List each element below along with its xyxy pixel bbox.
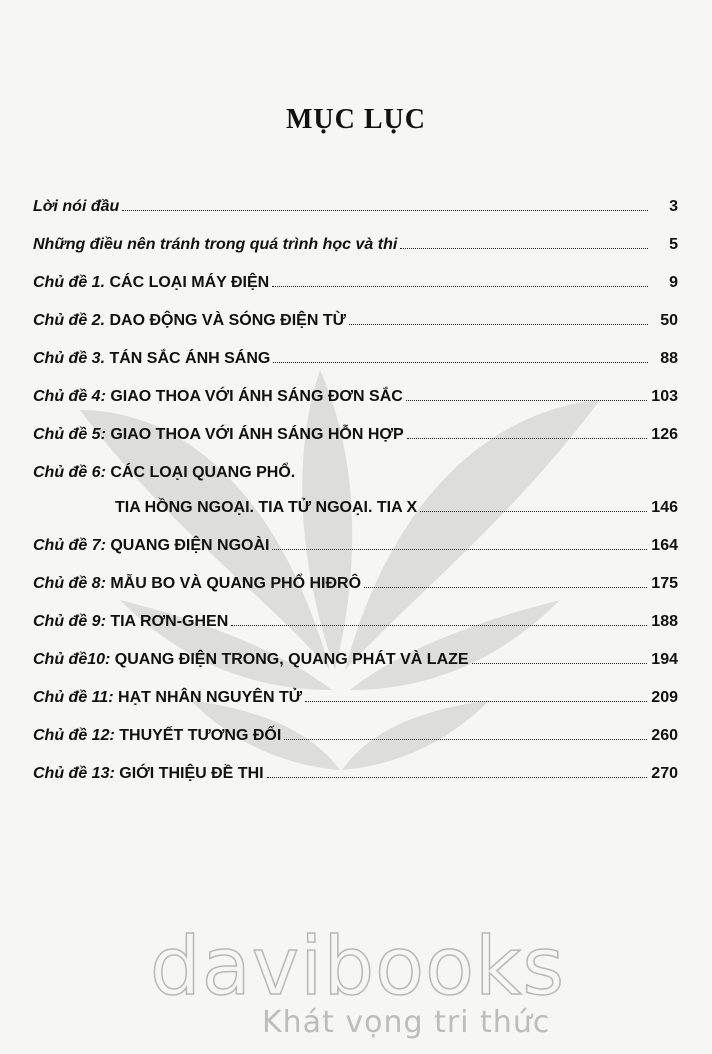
toc-entry-label: Chủ đề 4: GIAO THOA VỚI ÁNH SÁNG ĐƠN SẮC xyxy=(33,388,403,405)
toc-entry-label: Chủ đề 12: THUYẾT TƯƠNG ĐỐI xyxy=(33,727,282,744)
dot-leader xyxy=(305,700,647,702)
toc-page-number: 3 xyxy=(669,198,678,215)
brand-tagline: Khát vọng tri thức xyxy=(262,1005,551,1040)
toc-page-number: 103 xyxy=(651,388,678,405)
toc-entry-label: Chủ đề 6: CÁC LOẠI QUANG PHỔ. xyxy=(33,464,296,481)
toc-page-number: 5 xyxy=(669,236,678,253)
dot-leader xyxy=(272,548,647,550)
toc-entry-label: Chủ đề 7: QUANG ĐIỆN NGOÀI xyxy=(33,537,270,554)
toc-entry-label: Chủ đề 5: GIAO THOA VỚI ÁNH SÁNG HỖN HỢP xyxy=(33,426,404,443)
toc-entry[interactable] xyxy=(33,757,678,783)
toc-page-number: 260 xyxy=(651,727,678,744)
dot-leader xyxy=(407,437,648,439)
dot-leader xyxy=(231,624,647,626)
toc-entry-label: Chủ đề 2. DAO ĐỘNG VÀ SÓNG ĐIỆN TỪ xyxy=(33,312,346,329)
dot-leader xyxy=(267,776,648,778)
dot-leader xyxy=(272,285,648,287)
toc-page-number: 146 xyxy=(651,499,678,516)
toc-entry[interactable] xyxy=(33,380,678,406)
toc-entry[interactable] xyxy=(33,567,678,593)
toc-entry[interactable] xyxy=(33,719,678,745)
toc-entry-label: TIA HỒNG NGOẠI. TIA TỬ NGOẠI. TIA X xyxy=(115,499,418,516)
toc-entry[interactable] xyxy=(33,529,678,555)
toc-entry[interactable] xyxy=(33,456,678,482)
brand-watermark: davibooks xyxy=(150,920,566,1013)
toc-page-number: 175 xyxy=(651,575,678,592)
toc-page-number: 164 xyxy=(651,537,678,554)
toc-entry[interactable] xyxy=(33,342,678,368)
toc-entry-continuation[interactable] xyxy=(33,491,678,517)
dot-leader xyxy=(284,738,647,740)
dot-leader xyxy=(406,399,647,401)
toc-page-number: 50 xyxy=(660,312,678,329)
toc-page-number: 88 xyxy=(660,350,678,367)
toc-entry-label: Chủ đề 3. TÁN SẮC ÁNH SÁNG xyxy=(33,350,271,367)
toc-page-number: 9 xyxy=(669,274,678,291)
toc-entry-label: Chủ đề 11: HẠT NHÂN NGUYÊN TỬ xyxy=(33,689,302,706)
toc-page-number: 188 xyxy=(651,613,678,630)
toc-entry[interactable] xyxy=(33,266,678,292)
toc-page-number: 209 xyxy=(651,689,678,706)
toc-entry[interactable] xyxy=(33,643,678,669)
dot-leader xyxy=(472,662,648,664)
toc-entry[interactable] xyxy=(33,681,678,707)
toc-entry-label: Chủ đề 13: GIỚI THIỆU ĐỀ THI xyxy=(33,765,264,782)
dot-leader xyxy=(273,361,648,363)
toc-entry[interactable] xyxy=(33,418,678,444)
dot-leader xyxy=(400,247,648,249)
toc-entry-label: Chủ đề 9: TIA RƠN-GHEN xyxy=(33,613,229,630)
toc-page-number: 270 xyxy=(651,765,678,782)
toc-entry[interactable] xyxy=(33,605,678,631)
toc-entry[interactable] xyxy=(33,228,678,254)
toc-entry[interactable] xyxy=(33,190,678,216)
page-title: MỤC LỤC xyxy=(286,104,426,135)
toc-page-number: 126 xyxy=(651,426,678,443)
toc-entry-label: Chủ đề10: QUANG ĐIỆN TRONG, QUANG PHÁT VÀ LAZE xyxy=(33,651,469,668)
toc-entry-label: Lời nói đầu xyxy=(33,198,120,215)
dot-leader xyxy=(420,510,647,512)
dot-leader xyxy=(122,209,648,211)
toc-entry-label: Những điều nên tránh trong quá trình học và thi xyxy=(33,236,398,253)
toc-page-number: 194 xyxy=(651,651,678,668)
toc-entry[interactable] xyxy=(33,304,678,330)
dot-leader xyxy=(364,586,647,588)
toc-entry-label: Chủ đề 1. CÁC LOẠI MÁY ĐIỆN xyxy=(33,274,270,291)
toc-entry-label: Chủ đề 8: MẪU BO VÀ QUANG PHỔ HIĐRÔ xyxy=(33,575,362,592)
dot-leader xyxy=(349,323,648,325)
